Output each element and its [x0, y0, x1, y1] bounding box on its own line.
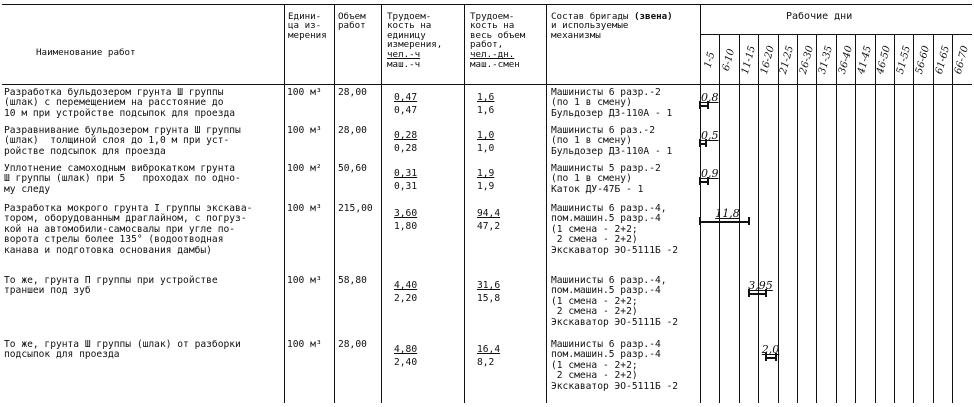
gantt-bar-cap: [748, 217, 750, 225]
labor-total-value: 1,0: [477, 130, 495, 141]
labor-total-machine: 8,2: [477, 357, 495, 368]
labor-total-machine: 1,9: [477, 181, 495, 192]
day-col-header: 36-40: [836, 44, 855, 76]
labor-total-value: 1,6: [477, 92, 495, 103]
work-name: Разработка бульдозером грунта Ш группы (шлак) с перемещением на расстояние до 10 м при устройстве подсыпок для проезда: [4, 87, 236, 119]
labor-unit-machine: 2,40: [394, 357, 418, 368]
crew-composition: Машинисты 6 раз.-2 (по 1 в смену) Бульдозер ДЗ-110А - 1: [551, 125, 673, 157]
work-name: То же, грунта П группы при устройстве траншеи под зуб: [4, 275, 218, 297]
header-crew: Состав бригады (звена): [551, 11, 673, 22]
day-col-divider: [855, 34, 856, 403]
header-labor-total: Трудоем- кость на весь объем работ,: [470, 11, 526, 51]
crew-composition: Машинисты 6 разр.-4, пом.машин.5 разр.-4 (1 смена - 2+2; 2 смена - 2+2) Экскаватор ЭО-5111Б -2: [551, 275, 679, 328]
day-col-header: 41-45: [855, 44, 874, 76]
gantt-bar: [700, 221, 749, 223]
day-col-divider: [933, 34, 934, 403]
labor-unit-machine: 0,47: [394, 105, 418, 116]
header-labor-unit-u1: чел.-ч: [387, 49, 421, 60]
gantt-bar-label: 0,8: [701, 91, 719, 104]
day-col-divider: [913, 34, 914, 403]
header-crew-sub: и используемые механизмы: [551, 20, 629, 41]
labor-total-machine: 1,0: [477, 143, 495, 154]
crew-composition: Машинисты 6 разр.-2 (по 1 в смену) Бульдозер ДЗ-110А - 1: [551, 87, 673, 119]
gantt-bar-label: 0,9: [701, 167, 719, 180]
labor-total-value: 94,4: [477, 208, 501, 219]
header-name: Наименование работ: [36, 47, 136, 58]
day-col-divider: [758, 34, 759, 403]
labor-unit-value: 0,47: [394, 92, 418, 103]
day-col-divider: [836, 34, 837, 403]
work-volume: 215,00: [338, 203, 373, 214]
day-col-header: 61-65: [933, 44, 952, 76]
labor-total-machine: 15,8: [477, 293, 501, 304]
day-col-header: 46-50: [875, 44, 894, 76]
header-labor-unit: Трудоем- кость на единицу измерения,: [387, 11, 443, 51]
col-divider-days: [700, 4, 701, 403]
col-divider-volume: [334, 4, 335, 403]
work-unit: 100 м³: [287, 275, 322, 286]
day-col-header: 11-15: [739, 44, 758, 76]
header-volume: Объем работ: [338, 11, 366, 32]
day-col-header: 1-5: [702, 50, 718, 70]
work-volume: 50,60: [338, 163, 367, 174]
table-top-border: [2, 4, 972, 5]
labor-total-value: 1,9: [477, 168, 495, 179]
gantt-bar-label: 0,5: [701, 129, 719, 142]
header-labor-total-u2: маш.-смен: [470, 59, 520, 70]
work-name: Разравнивание бульдозером грунта Ш группы (шлак) толщиной слоя до 1,0 м при уст- ройстве подсыпок для проезда: [4, 125, 241, 157]
gantt-bar-label: 11,8: [715, 207, 740, 220]
work-unit: 100 м³: [287, 339, 322, 350]
day-col-header: 26-30: [797, 44, 816, 76]
labor-unit-machine: 0,31: [394, 181, 418, 192]
labor-unit-machine: 1,80: [394, 221, 418, 232]
work-unit: 100 м³: [287, 203, 322, 214]
work-unit: 100 м³: [287, 125, 322, 136]
labor-unit-machine: 0,28: [394, 143, 418, 154]
work-name: То же, грунта Ш группы (шлак) от разборки подсыпок для проезда: [4, 339, 241, 361]
work-volume: 28,00: [338, 339, 367, 350]
labor-unit-value: 0,28: [394, 130, 418, 141]
col-divider-labor-total: [464, 4, 465, 403]
gantt-bar-cap: [699, 217, 701, 225]
work-volume: 28,00: [338, 125, 367, 136]
header-days: Рабочие дни: [786, 11, 853, 22]
day-col-header: 6-10: [720, 47, 738, 73]
day-col-header: 31-35: [817, 44, 836, 76]
col-divider-crew: [546, 4, 547, 403]
header-labor-unit-u2: маш.-ч: [387, 59, 421, 70]
labor-unit-value: 4,80: [394, 344, 418, 355]
day-col-divider: [952, 34, 953, 403]
labor-total-value: 31,6: [477, 280, 501, 291]
day-col-header: 66-70: [952, 44, 971, 76]
day-col-header: 56-60: [914, 44, 933, 76]
header-unit: Едини- ца из- мерения: [288, 11, 327, 41]
work-volume: 58,80: [338, 275, 367, 286]
crew-composition: Машинисты 6 разр.-4 пом.машин.5 разр.-4 (1 смена - 2+2; 2 смена - 2+2) Экскаватор ЭО-5111Б -2: [551, 339, 679, 392]
gantt-bar: [749, 293, 766, 295]
header-labor-total-u1: чел.-дн.: [470, 49, 515, 60]
day-col-header: 16-20: [758, 44, 777, 76]
labor-unit-value: 4,40: [394, 280, 418, 291]
day-col-divider: [875, 34, 876, 403]
work-unit: 100 м³: [287, 87, 322, 98]
day-col-header: 21-25: [778, 44, 797, 76]
gantt-bar-label: 3,95: [748, 279, 773, 292]
work-unit: 100 м²: [287, 163, 322, 174]
work-name: Разработка мокрого грунта I группы экскава- тором, оборудованным драглайном, с погруз- кой на автомобили-самосвалы при угле по- ворота стрелы более 135° (водоотводная канава и подготовка основания дамбы): [4, 203, 253, 256]
day-col-divider: [797, 34, 798, 403]
gantt-bar-label: 2,0: [761, 343, 780, 356]
labor-total-machine: 1,6: [477, 105, 495, 116]
header-bottom-border: [2, 84, 972, 85]
day-col-header: 51-55: [894, 44, 913, 76]
day-col-divider: [816, 34, 817, 403]
labor-total-value: 16,4: [477, 344, 501, 355]
labor-unit-value: 0,31: [394, 168, 418, 179]
labor-total-machine: 47,2: [477, 221, 501, 232]
labor-unit-value: 3,60: [394, 208, 418, 219]
labor-unit-machine: 2,20: [394, 293, 418, 304]
col-divider-labor-unit: [381, 4, 382, 403]
crew-composition: Машинисты 6 разр.-4, пом.машин.5 разр.-4 (1 смена - 2+2; 2 смена - 2+2) Экскаватор ЭО-5111Б -2: [551, 203, 679, 256]
crew-composition: Машинисты 5 разр.-2 (по 1 в смену) Каток ДУ-47Б - 1: [551, 163, 661, 195]
col-divider-unit: [284, 4, 285, 403]
day-col-divider: [894, 34, 895, 403]
work-volume: 28,00: [338, 87, 367, 98]
work-name: Уплотнение самоходным виброкатком грунта Ш группы (шлак) при 5 проходах по одно- му следу: [4, 163, 241, 195]
